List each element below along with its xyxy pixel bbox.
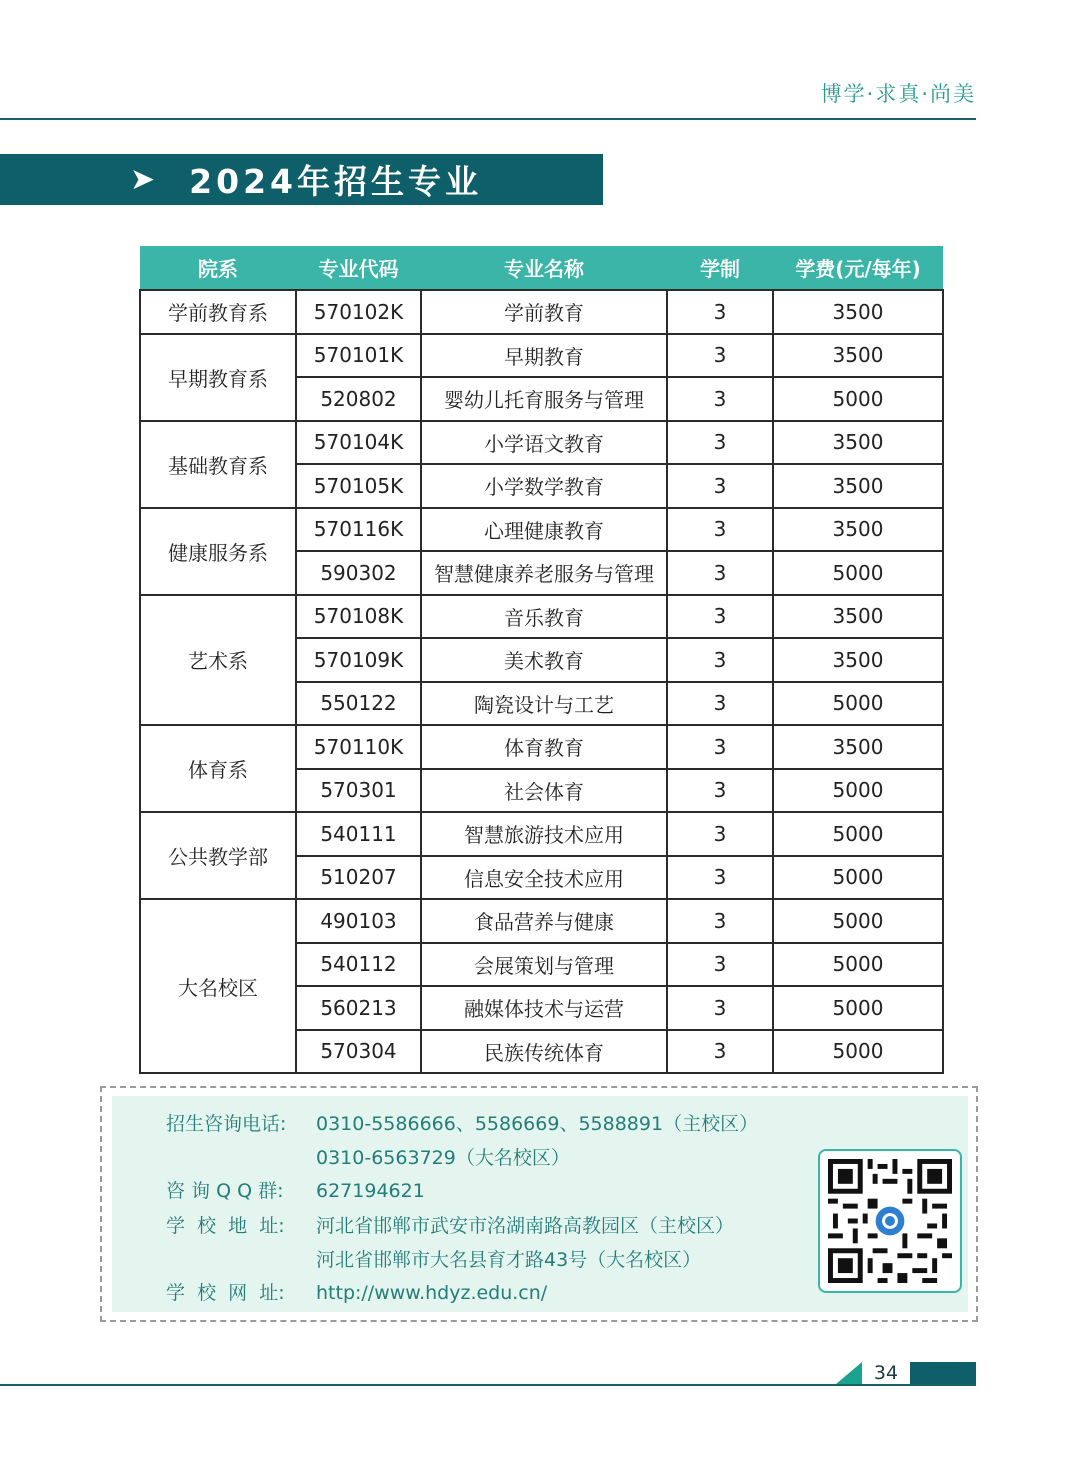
years-cell: 3 — [667, 682, 773, 726]
major-code-cell: 570301 — [296, 769, 421, 813]
major-name-cell: 小学数学教育 — [421, 464, 667, 508]
website-row — [166, 1278, 547, 1305]
table-row — [140, 508, 943, 552]
tuition-cell: 5000 — [773, 943, 943, 987]
years-cell: 3 — [667, 725, 773, 769]
tuition-cell: 3500 — [773, 595, 943, 639]
header-years: 学制 — [667, 246, 773, 290]
department-cell: 体育系 — [140, 725, 296, 812]
major-code-cell: 570105K — [296, 464, 421, 508]
major-name-cell: 智慧健康养老服务与管理 — [421, 551, 667, 595]
footer-triangle — [836, 1362, 862, 1384]
page-number: 34 — [873, 1362, 899, 1384]
tuition-cell: 3500 — [773, 508, 943, 552]
tuition-cell: 5000 — [773, 899, 943, 943]
major-code-cell: 550122 — [296, 682, 421, 726]
tuition-cell: 5000 — [773, 377, 943, 421]
website-label: 学 校 网 址: — [166, 1282, 285, 1304]
majors-table-body — [140, 290, 943, 1073]
contact-info-box — [100, 1086, 978, 1322]
phone-daming: 0310-6563729（大名校区） — [316, 1147, 570, 1169]
years-cell: 3 — [667, 551, 773, 595]
years-cell: 3 — [667, 986, 773, 1030]
phone-daming-row — [316, 1143, 570, 1170]
tuition-cell: 5000 — [773, 812, 943, 856]
major-code-cell: 570101K — [296, 334, 421, 378]
table-row — [140, 334, 943, 378]
years-cell: 3 — [667, 334, 773, 378]
major-name-cell: 社会体育 — [421, 769, 667, 813]
major-name-cell: 音乐教育 — [421, 595, 667, 639]
header-major-name: 专业名称 — [421, 246, 667, 290]
header-divider — [0, 118, 976, 120]
major-code-cell: 510207 — [296, 856, 421, 900]
years-cell: 3 — [667, 1030, 773, 1074]
qq-row — [166, 1176, 425, 1203]
tuition-cell: 5000 — [773, 1030, 943, 1074]
department-cell: 健康服务系 — [140, 508, 296, 595]
tuition-cell: 5000 — [773, 682, 943, 726]
header-department: 院系 — [140, 246, 296, 290]
tuition-cell: 5000 — [773, 856, 943, 900]
major-code-cell: 570102K — [296, 290, 421, 334]
major-code-cell: 490103 — [296, 899, 421, 943]
tuition-cell: 3500 — [773, 421, 943, 465]
major-code-cell: 570110K — [296, 725, 421, 769]
major-name-cell: 婴幼儿托育服务与管理 — [421, 377, 667, 421]
major-name-cell: 信息安全技术应用 — [421, 856, 667, 900]
department-cell: 学前教育系 — [140, 290, 296, 334]
contact-info-panel — [112, 1096, 968, 1312]
qq-number: 627194621 — [316, 1180, 425, 1202]
footer-block — [910, 1362, 976, 1384]
major-code-cell: 570304 — [296, 1030, 421, 1074]
website-link[interactable]: http://www.hdyz.edu.cn/ — [316, 1282, 548, 1304]
department-cell: 早期教育系 — [140, 334, 296, 421]
address-label: 学 校 地 址: — [166, 1215, 285, 1237]
qq-label: 咨 询 Q Q 群: — [166, 1180, 284, 1202]
tuition-cell: 5000 — [773, 986, 943, 1030]
address-daming-row — [316, 1245, 701, 1272]
years-cell: 3 — [667, 377, 773, 421]
major-code-cell: 540111 — [296, 812, 421, 856]
table-row — [140, 899, 943, 943]
address-row — [166, 1211, 734, 1238]
years-cell: 3 — [667, 769, 773, 813]
major-code-cell: 570116K — [296, 508, 421, 552]
years-cell: 3 — [667, 943, 773, 987]
major-name-cell: 美术教育 — [421, 638, 667, 682]
major-name-cell: 食品营养与健康 — [421, 899, 667, 943]
phone-label: 招生咨询电话: — [166, 1113, 287, 1135]
major-name-cell: 民族传统体育 — [421, 1030, 667, 1074]
phone-row — [166, 1109, 758, 1136]
major-name-cell: 融媒体技术与运营 — [421, 986, 667, 1030]
tuition-cell: 3500 — [773, 334, 943, 378]
major-name-cell: 智慧旅游技术应用 — [421, 812, 667, 856]
department-cell: 基础教育系 — [140, 421, 296, 508]
years-cell: 3 — [667, 812, 773, 856]
tuition-cell: 5000 — [773, 769, 943, 813]
major-code-cell: 520802 — [296, 377, 421, 421]
major-name-cell: 早期教育 — [421, 334, 667, 378]
years-cell: 3 — [667, 856, 773, 900]
phone-main: 0310-5586666、5586669、5588891（主校区） — [316, 1113, 759, 1135]
section-title-bar — [0, 154, 603, 205]
years-cell: 3 — [667, 595, 773, 639]
major-code-cell: 560213 — [296, 986, 421, 1030]
major-name-cell: 小学语文教育 — [421, 421, 667, 465]
table-row — [140, 290, 943, 334]
table-row — [140, 812, 943, 856]
years-cell: 3 — [667, 421, 773, 465]
table-row — [140, 421, 943, 465]
address-main: 河北省邯郸市武安市洺湖南路高教园区（主校区） — [316, 1215, 735, 1237]
arrow-icon: ➤ — [130, 162, 156, 197]
major-name-cell: 心理健康教育 — [421, 508, 667, 552]
table-row — [140, 725, 943, 769]
section-title: 2024年招生专业 — [189, 162, 482, 201]
years-cell: 3 — [667, 290, 773, 334]
years-cell: 3 — [667, 899, 773, 943]
tuition-cell: 3500 — [773, 290, 943, 334]
major-code-cell: 590302 — [296, 551, 421, 595]
years-cell: 3 — [667, 638, 773, 682]
major-name-cell: 陶瓷设计与工艺 — [421, 682, 667, 726]
tuition-cell: 3500 — [773, 464, 943, 508]
tuition-cell: 5000 — [773, 551, 943, 595]
department-cell: 大名校区 — [140, 899, 296, 1073]
years-cell: 3 — [667, 508, 773, 552]
header-tuition: 学费(元/每年) — [773, 246, 943, 290]
header-major-code: 专业代码 — [296, 246, 421, 290]
table-header-row — [140, 246, 943, 290]
qr-code-icon — [828, 1159, 952, 1283]
school-motto: 博学·求真·尚美 — [820, 82, 976, 106]
major-name-cell: 学前教育 — [421, 290, 667, 334]
department-cell: 公共教学部 — [140, 812, 296, 899]
major-code-cell: 570109K — [296, 638, 421, 682]
major-code-cell: 540112 — [296, 943, 421, 987]
address-daming: 河北省邯郸市大名县育才路43号（大名校区） — [316, 1249, 702, 1271]
footer-divider — [0, 1384, 976, 1386]
major-code-cell: 570104K — [296, 421, 421, 465]
major-code-cell: 570108K — [296, 595, 421, 639]
tuition-cell: 3500 — [773, 725, 943, 769]
qr-code — [818, 1149, 962, 1293]
tuition-cell: 3500 — [773, 638, 943, 682]
majors-table — [139, 246, 944, 1074]
major-name-cell: 会展策划与管理 — [421, 943, 667, 987]
years-cell: 3 — [667, 464, 773, 508]
table-row — [140, 595, 943, 639]
department-cell: 艺术系 — [140, 595, 296, 726]
major-name-cell: 体育教育 — [421, 725, 667, 769]
